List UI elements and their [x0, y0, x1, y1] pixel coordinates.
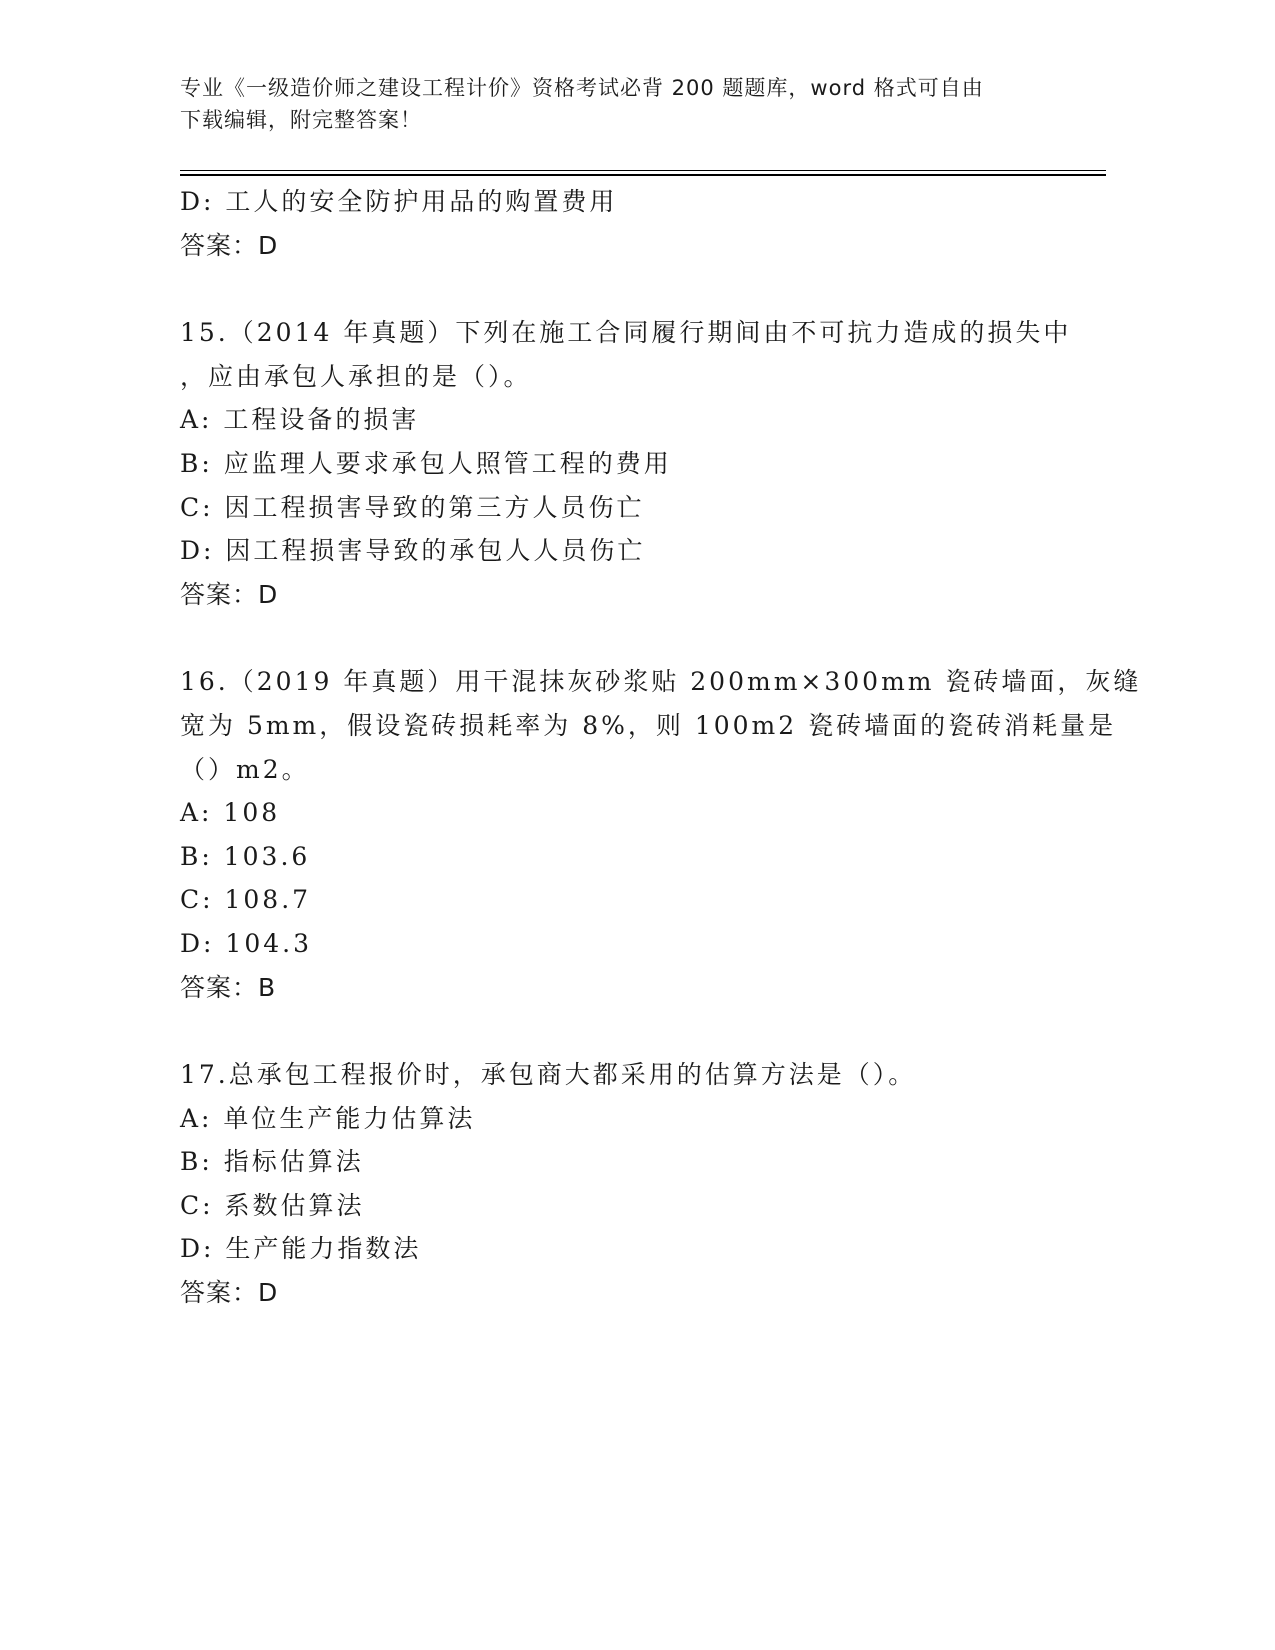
q15-option-b: B: 应监理人要求承包人照管工程的费用: [180, 448, 672, 478]
q17-option-a: A: 单位生产能力估算法: [180, 1103, 476, 1133]
q17-option-d: D: 生产能力指数法: [180, 1234, 422, 1264]
q17-stem-line-1: 17.总承包工程报价时，承包商大都采用的估算方法是（）。: [180, 1060, 917, 1090]
header-line-1: 专业《一级造价师之建设工程计价》资格考试必背 200 题题库，word 格式可自由: [180, 76, 984, 100]
q16-option-c: C: 108.7: [180, 885, 312, 915]
header-divider-thick: [180, 174, 1106, 176]
q15-stem-line-2: ，应由承包人承担的是（）。: [180, 361, 532, 391]
q16-stem-line-2: 宽为 5mm，假设瓷砖损耗率为 8%，则 100m2 瓷砖墙面的瓷砖消耗量是: [180, 710, 1117, 740]
q14-option-d: D: 工人的安全防护用品的购置费用: [180, 187, 618, 216]
spacer: [180, 616, 1060, 660]
header-divider-thin: [180, 170, 1106, 171]
spacer: [180, 267, 1060, 311]
q17-option-b: B: 指标估算法: [180, 1147, 364, 1177]
q15-answer: 答案：D: [180, 579, 279, 609]
q16-stem-line-1: 16.（2019 年真题）用干混抹灰砂浆贴 200mm×300mm 瓷砖墙面，灰缝: [180, 667, 1142, 697]
question-16: [180, 660, 1142, 1009]
document-header: [180, 72, 1060, 136]
q15-stem-line-1: 15.（2014 年真题）下列在施工合同履行期间由不可抗力造成的损失中: [180, 318, 1072, 348]
question-17: [180, 1053, 1060, 1315]
q17-answer: 答案：D: [180, 1278, 279, 1308]
header-line-2: 下载编辑，附完整答案！: [180, 108, 422, 132]
q16-option-d: D: 104.3: [180, 928, 312, 958]
q16-option-b: B: 103.6: [180, 841, 311, 871]
q15-option-c: C: 因工程损害导致的第三方人员伤亡: [180, 492, 645, 522]
spacer: [180, 1009, 1060, 1053]
question-15: [180, 311, 1072, 616]
q17-option-c: C: 系数估算法: [180, 1190, 365, 1220]
q16-option-a: A: 108: [180, 798, 281, 828]
question-14-tail: [180, 180, 1060, 267]
q16-stem-line-3: （）m2。: [180, 754, 310, 784]
q14-answer: 答案：D: [180, 230, 279, 260]
questions-content: [180, 180, 1142, 1315]
q16-answer: 答案：B: [180, 972, 277, 1002]
q15-option-a: A: 工程设备的损害: [180, 405, 420, 435]
q15-option-d: D: 因工程损害导致的承包人人员伤亡: [180, 536, 646, 566]
